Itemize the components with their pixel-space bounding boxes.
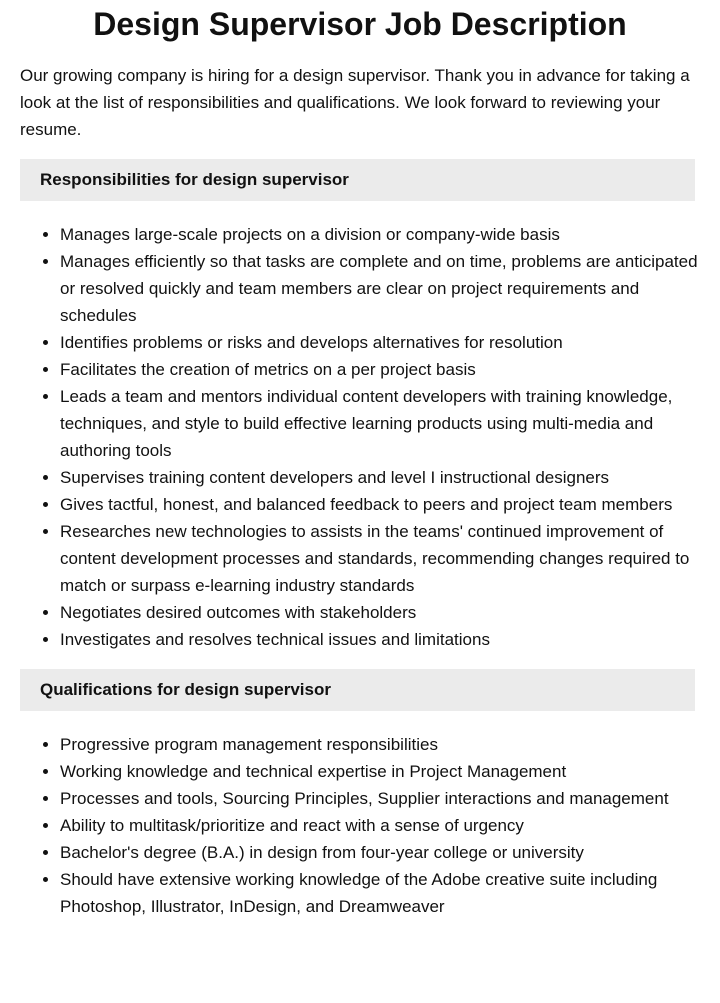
list-item: • Leads a team and mentors individual content developers with training knowledge, techniques, and style to build effective learning products using multi-media and authoring tools [60,383,700,464]
list-item: • Identifies problems or risks and develops alternatives for resolution [60,329,700,356]
list-item: • Researches new technologies to assists in the teams' continued improvement of content development processes and standards, recommending changes required to match or surpass e-learning industry standards [60,518,700,599]
list-item: • Manages efficiently so that tasks are complete and on time, problems are anticipated or resolved quickly and team members are clear on project requirements and schedules [60,248,700,329]
list-item: • Negotiates desired outcomes with stakeholders [60,599,700,626]
list-item: • Gives tactful, honest, and balanced feedback to peers and project team members [60,491,700,518]
list-item: • Supervises training content developers and level I instructional designers [60,464,700,491]
qualifications-list [0,731,700,920]
intro-paragraph: Our growing company is hiring for a design supervisor. Thank you in advance for taking a look at the list of responsibilities and qualifications. We look forward to reviewing your resume. [20,66,690,139]
page-title: Design Supervisor Job Description [93,6,627,42]
list-item: • Processes and tools, Sourcing Principles, Supplier interactions and management [60,785,700,812]
list-item: • Manages large-scale projects on a division or company-wide basis [60,221,700,248]
list-item: • Ability to multitask/prioritize and react with a sense of urgency [60,812,700,839]
list-item: • Investigates and resolves technical issues and limitations [60,626,700,653]
responsibilities-heading: Responsibilities for design supervisor [20,159,695,201]
list-item: • Progressive program management responsibilities [60,731,700,758]
list-item: • Should have extensive working knowledge of the Adobe creative suite including Photoshop, Illustrator, InDesign, and Dreamweaver [60,866,700,920]
list-item: • Working knowledge and technical expertise in Project Management [60,758,700,785]
qualifications-heading: Qualifications for design supervisor [20,669,695,711]
responsibilities-list [0,221,700,653]
sections [0,159,720,920]
list-item: • Facilitates the creation of metrics on a per project basis [60,356,700,383]
list-item: • Bachelor's degree (B.A.) in design from four-year college or university [60,839,700,866]
